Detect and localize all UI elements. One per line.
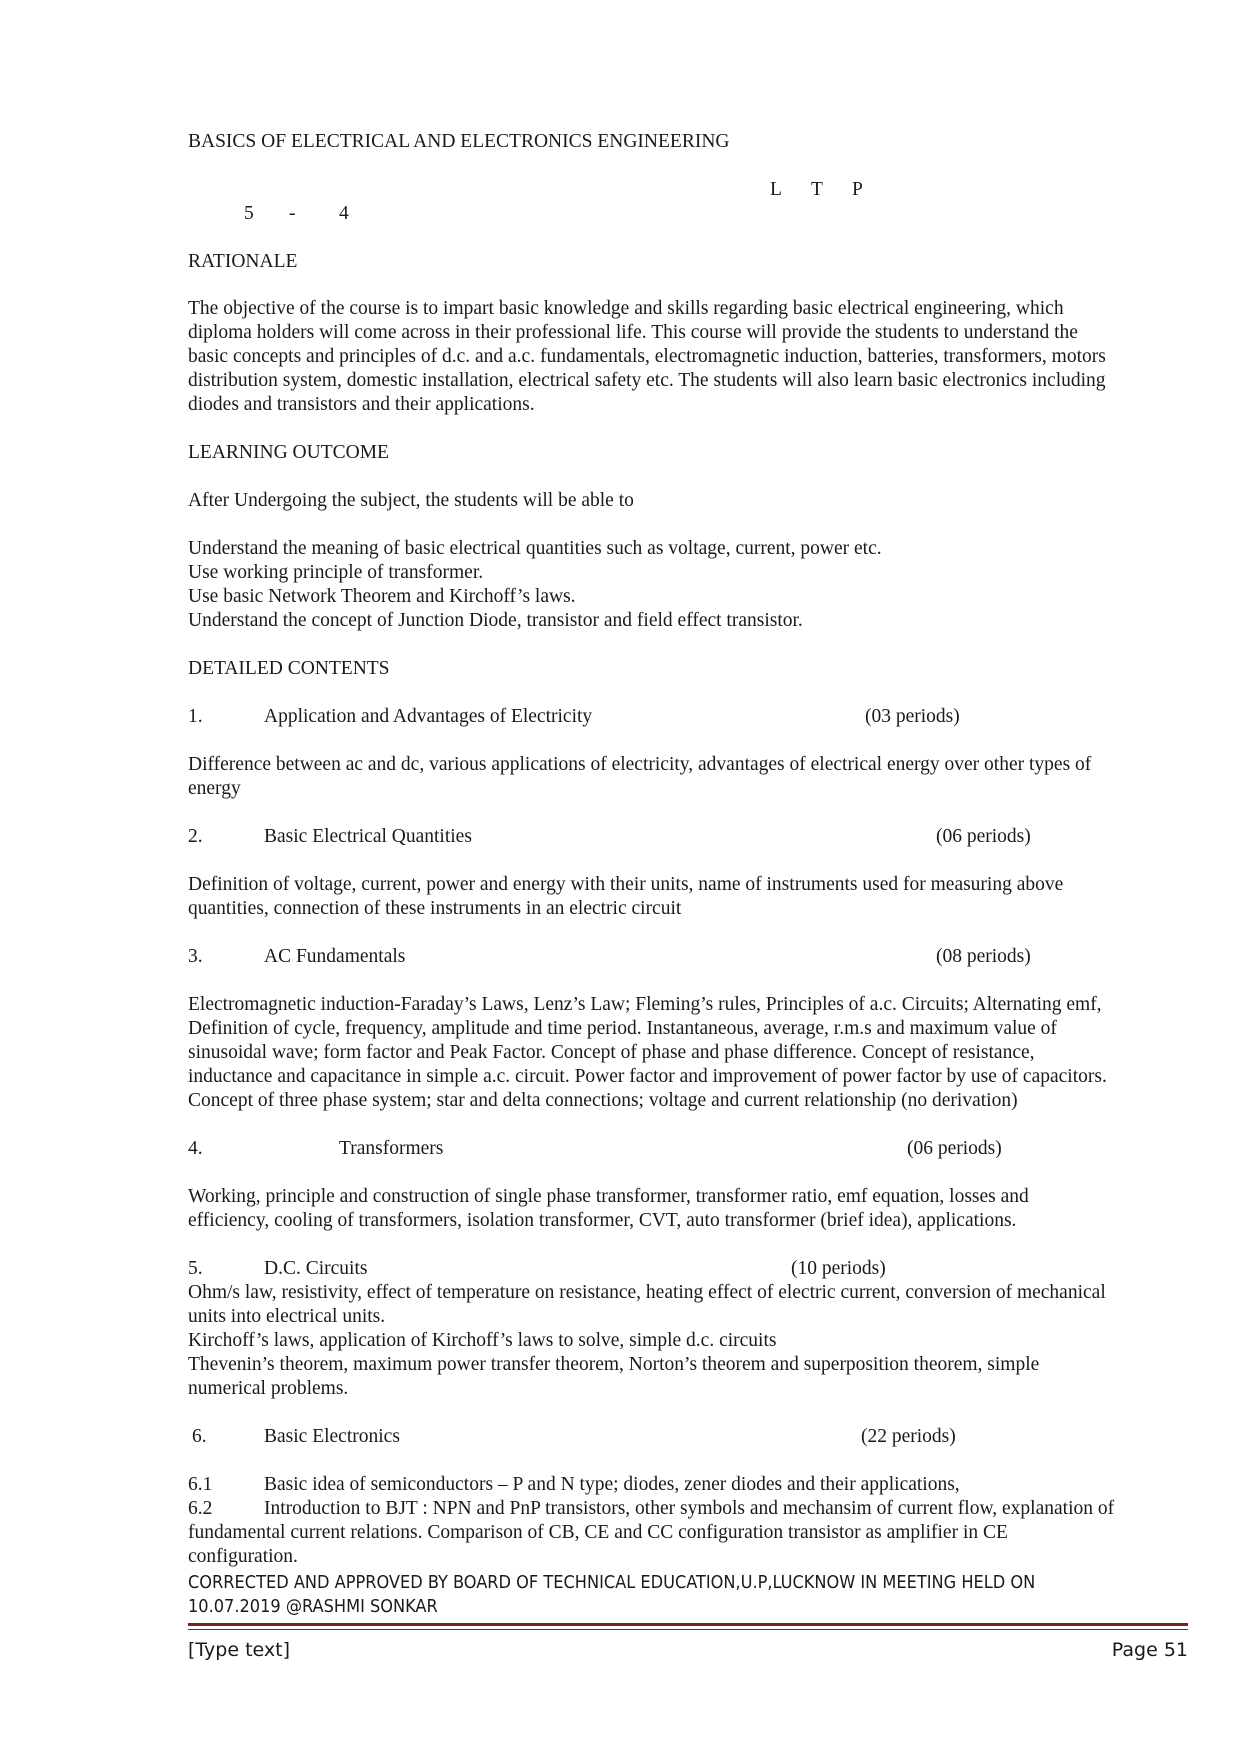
section-text-line: fundamental current relations. Comparison of CB, CE and CC configuration transistor as amplifier in CE: [188, 1522, 1008, 1543]
learning-outcome-intro: After Undergoing the subject, the students will be able to: [188, 490, 634, 511]
section-number: 3.: [188, 946, 203, 967]
section-number: 1.: [188, 706, 203, 727]
section-periods: (08 periods): [936, 946, 1031, 967]
rationale-line: The objective of the course is to impart basic knowledge and skills regarding basic electrical engineering, which: [188, 298, 1064, 319]
learning-outcome-item: Use working principle of transformer.: [188, 562, 484, 583]
document-page: [188, 0, 1188, 1755]
section-periods: (22 periods): [861, 1426, 956, 1447]
subitem-text: Basic idea of semiconductors – P and N type; diodes, zener diodes and their applications,: [264, 1474, 960, 1495]
section-title: Basic Electronics: [264, 1426, 400, 1447]
learning-outcome-heading: LEARNING OUTCOME: [188, 442, 389, 463]
section-text-line: configuration.: [188, 1546, 298, 1567]
approval-note-line1: CORRECTED AND APPROVED BY BOARD OF TECHNICAL EDUCATION,U.P,LUCKNOW IN MEETING HELD ON: [188, 1572, 1036, 1593]
ltp-label-l: L: [770, 179, 782, 200]
section-title: D.C. Circuits: [264, 1258, 368, 1279]
section-text-line: quantities, connection of these instruments in an electric circuit: [188, 898, 682, 919]
ltp-label-t: T: [811, 179, 823, 200]
section-title: Basic Electrical Quantities: [264, 826, 472, 847]
ltp-value-l: 5: [244, 203, 254, 224]
section-number: 5.: [188, 1258, 203, 1279]
section-number: 4.: [188, 1138, 203, 1159]
section-text-line: Kirchoff’s laws, application of Kirchoff’s laws to solve, simple d.c. circuits: [188, 1330, 777, 1351]
section-title: Transformers: [339, 1138, 444, 1159]
section-periods: (06 periods): [907, 1138, 1002, 1159]
section-periods: (06 periods): [936, 826, 1031, 847]
rationale-line: diploma holders will come across in their professional life. This course will provide the students to understand the: [188, 322, 1078, 343]
ltp-value-p: 4: [339, 203, 349, 224]
learning-outcome-item: Understand the concept of Junction Diode, transistor and field effect transistor.: [188, 610, 803, 631]
section-title: AC Fundamentals: [264, 946, 406, 967]
rationale-line: diodes and transistors and their applications.: [188, 394, 535, 415]
section-text-line: Thevenin’s theorem, maximum power transfer theorem, Norton’s theorem and superposition theorem, simple: [188, 1354, 1040, 1375]
section-text-line: numerical problems.: [188, 1378, 349, 1399]
approval-note-line2: 10.07.2019 @RASHMI SONKAR: [188, 1596, 438, 1617]
page-number: Page 51: [1111, 1639, 1188, 1661]
section-text-line: Definition of cycle, frequency, amplitude and time period. Instantaneous, average, r.m.s and maximum value of: [188, 1018, 1057, 1039]
section-periods: (03 periods): [865, 706, 960, 727]
section-title: Application and Advantages of Electricity: [264, 706, 593, 727]
subitem-number: 6.1: [188, 1474, 213, 1495]
section-text-line: Working, principle and construction of single phase transformer, transformer ratio, emf equation, losses and: [188, 1186, 1029, 1207]
section-text-line: energy: [188, 778, 241, 799]
section-text-line: units into electrical units.: [188, 1306, 386, 1327]
rationale-heading: RATIONALE: [188, 251, 298, 272]
section-text-line: Difference between ac and dc, various applications of electricity, advantages of electrical energy over other types of: [188, 754, 1092, 775]
rationale-line: distribution system, domestic installation, electrical safety etc. The students will also learn basic electronics including: [188, 370, 1106, 391]
section-number: 6.: [192, 1426, 207, 1447]
section-text-line: sinusoidal wave; form factor and Peak Factor. Concept of phase and phase difference. Concept of resistance,: [188, 1042, 1035, 1063]
detailed-contents-heading: DETAILED CONTENTS: [188, 658, 390, 679]
section-text-line: Ohm/s law, resistivity, effect of temperature on resistance, heating effect of electric current, conversion of mechanical: [188, 1282, 1106, 1303]
section-number: 2.: [188, 826, 203, 847]
section-periods: (10 periods): [791, 1258, 886, 1279]
subitem-text: Introduction to BJT : NPN and PnP transistors, other symbols and mechansim of current flow, explanation of: [264, 1498, 1115, 1519]
section-text-line: efficiency, cooling of transformers, isolation transformer, CVT, auto transformer (brief idea), applications.: [188, 1210, 1017, 1231]
learning-outcome-item: Use basic Network Theorem and Kirchoff’s laws.: [188, 586, 576, 607]
subitem-number: 6.2: [188, 1498, 213, 1519]
rationale-line: basic concepts and principles of d.c. and a.c. fundamentals, electromagnetic induction, batteries, transformers, motors: [188, 346, 1106, 367]
section-text-line: Electromagnetic induction-Faraday’s Laws, Lenz’s Law; Fleming’s rules, Principles of a.c. Circuits; Alternating emf,: [188, 994, 1102, 1015]
course-title: BASICS OF ELECTRICAL AND ELECTRONICS ENGINEERING: [188, 131, 730, 152]
section-text-line: inductance and capacitance in simple a.c. circuit. Power factor and improvement of power factor by use of capacitors.: [188, 1066, 1107, 1087]
section-text-line: Definition of voltage, current, power and energy with their units, name of instruments used for measuring above: [188, 874, 1064, 895]
ltp-label-p: P: [852, 179, 863, 200]
section-text-line: Concept of three phase system; star and delta connections; voltage and current relationship (no derivation): [188, 1090, 1018, 1111]
ltp-value-t: -: [289, 203, 296, 224]
footer-rule-thin: [188, 1629, 1188, 1630]
learning-outcome-item: Understand the meaning of basic electrical quantities such as voltage, current, power etc.: [188, 538, 882, 559]
footer-rule-thick: [188, 1623, 1188, 1626]
footer-left-text: [Type text]: [188, 1639, 291, 1661]
